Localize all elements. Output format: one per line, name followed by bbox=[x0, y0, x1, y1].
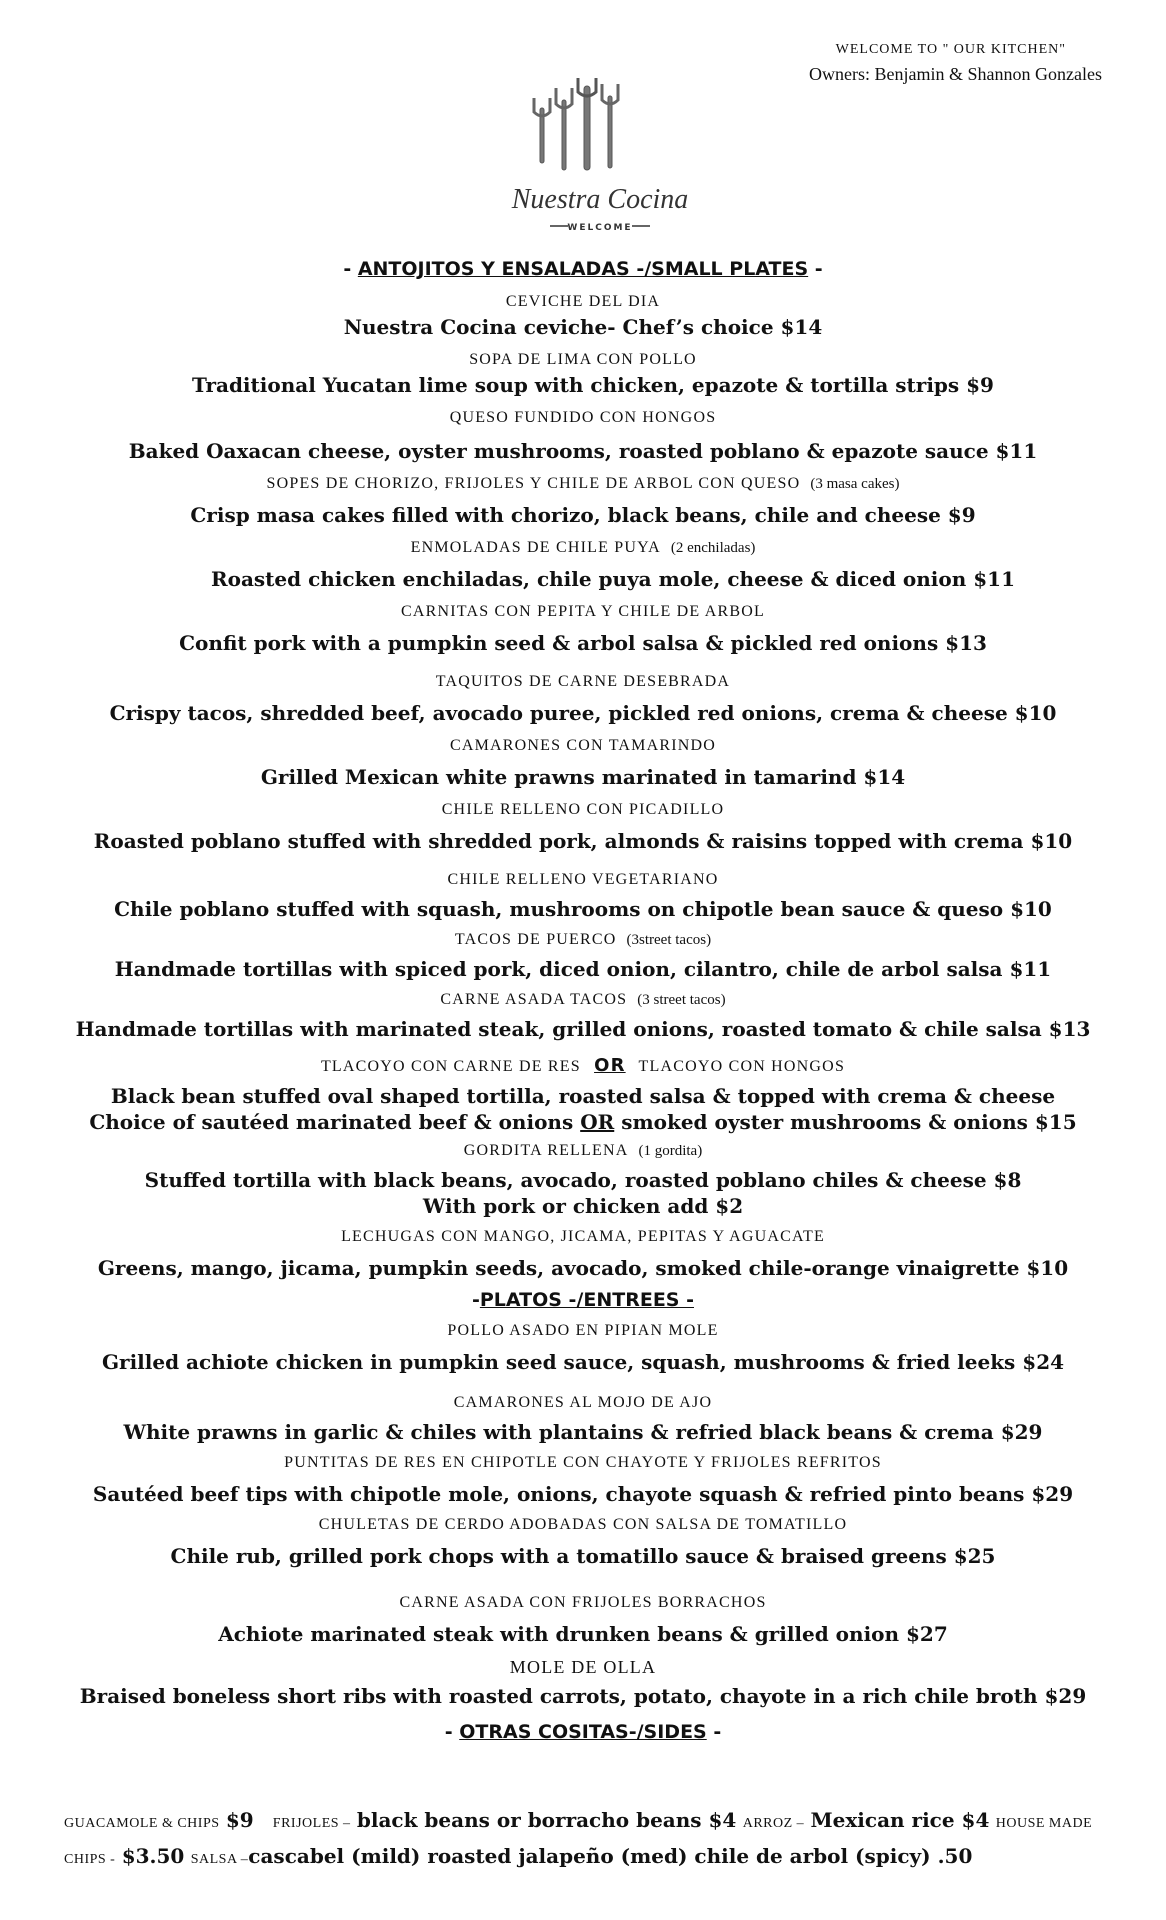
side-price: $9 bbox=[225, 1808, 254, 1832]
item-description: Crisp masa cakes filled with chorizo, black beans, chile and cheese $9 bbox=[190, 503, 976, 527]
menu-item bbox=[0, 798, 1166, 854]
item-spanish-name: PUNTITAS DE RES EN CHIPOTLE CON CHAYOTE Y FRIJOLES REFRITOS bbox=[284, 1454, 882, 1471]
item-spanish-name bbox=[0, 1139, 1166, 1163]
section-title-text: PLATOS -/ENTREES - bbox=[479, 1289, 694, 1311]
item-note: (2 enchiladas) bbox=[670, 540, 756, 556]
item-description: Roasted chicken enchiladas, chile puya mole, cheese & diced onion $11 bbox=[211, 567, 1015, 591]
item-spanish-name: CAMARONES AL MOJO DE AJO bbox=[453, 1394, 713, 1411]
item-spanish-name bbox=[0, 988, 1166, 1012]
item-description: Greens, mango, jicama, pumpkin seeds, avocado, smoked chile-orange vinaigrette $10 bbox=[97, 1256, 1069, 1280]
item-spanish-name: CEVICHE DEL DIA bbox=[505, 293, 661, 310]
item-description: Traditional Yucatan lime soup with chicken, epazote & tortilla strips $9 bbox=[192, 373, 994, 397]
or-text: OR bbox=[594, 1055, 626, 1076]
side-label: ARROZ – bbox=[742, 1816, 805, 1831]
menu-item-gordita bbox=[0, 1139, 1166, 1219]
header-owners-block bbox=[809, 42, 1102, 85]
item-spanish-name: MOLE DE OLLA bbox=[509, 1657, 657, 1677]
forks-logo-icon bbox=[510, 78, 690, 248]
section-title-small-plates bbox=[0, 258, 1166, 280]
item-spanish-text: TACOS DE PUERCO bbox=[454, 931, 617, 948]
menu-item bbox=[0, 290, 1166, 340]
item-spanish-name: CARNE ASADA CON FRIJOLES BORRACHOS bbox=[399, 1594, 767, 1611]
side-label: SALSA – bbox=[190, 1852, 249, 1867]
item-spanish-text: SOPES DE CHORIZO, FRIJOLES Y CHILE DE ARBOL CON QUESO bbox=[266, 475, 801, 492]
item-description: Chile poblano stuffed with squash, mushrooms on chipotle bean sauce & queso $10 bbox=[114, 897, 1052, 921]
description-part: Choice of sautéed marinated beef & onions bbox=[89, 1110, 581, 1134]
menu-item bbox=[0, 928, 1166, 982]
menu-body bbox=[0, 258, 1166, 1743]
item-spanish-name: POLLO ASADO EN PIPIAN MOLE bbox=[447, 1322, 719, 1339]
item-description: Nuestra Cocina ceviche- Chef’s choice $14 bbox=[343, 315, 823, 339]
welcome-text: WELCOME TO " OUR KITCHEN" bbox=[835, 42, 1066, 57]
owners-text: Owners: Benjamin & Shannon Gonzales bbox=[809, 64, 1102, 84]
description-part: smoked oyster mushrooms & onions $15 bbox=[614, 1110, 1077, 1134]
entree-item bbox=[0, 1451, 1166, 1507]
item-spanish-name bbox=[0, 472, 1166, 496]
menu-item-salad bbox=[0, 1225, 1166, 1281]
item-description: Handmade tortillas with spiced pork, diced onion, cilantro, chile de arbol salsa $11 bbox=[114, 957, 1052, 981]
item-spanish-name: CARNITAS CON PEPITA Y CHILE DE ARBOL bbox=[401, 603, 765, 620]
section-title-entrees bbox=[0, 1289, 1166, 1311]
section-title-text: ANTOJITOS Y ENSALADAS -/SMALL PLATES bbox=[357, 258, 809, 280]
item-spanish-name: QUESO FUNDIDO CON HONGOS bbox=[449, 409, 717, 426]
section-title-text: OTRAS COSITAS-/SIDES bbox=[459, 1721, 707, 1743]
item-spanish-name: TAQUITOS DE CARNE DESEBRADA bbox=[435, 673, 731, 690]
side-text: cascabel (mild) roasted jalapeño (med) chile de arbol (spicy) .50 bbox=[248, 1844, 973, 1868]
or-text: OR bbox=[580, 1110, 615, 1134]
menu-item bbox=[0, 348, 1166, 398]
item-spanish-name bbox=[0, 536, 1166, 560]
item-description: Chile rub, grilled pork chops with a tomatillo sauce & braised greens $25 bbox=[170, 1544, 996, 1568]
menu-item bbox=[0, 988, 1166, 1042]
item-description: Handmade tortillas with marinated steak, grilled onions, roasted tomato & chile salsa $13 bbox=[75, 1017, 1091, 1041]
item-spanish-text: GORDITA RELLENA bbox=[463, 1142, 629, 1159]
item-spanish-name: CHILE RELLENO CON PICADILLO bbox=[441, 801, 725, 818]
side-text: black beans or borracho beans $4 bbox=[356, 1808, 737, 1832]
item-description: Grilled Mexican white prawns marinated in tamarind $14 bbox=[260, 765, 906, 789]
logo-tagline: WELCOME bbox=[567, 223, 633, 233]
item-description: Grilled achiote chicken in pumpkin seed sauce, squash, mushrooms & fried leeks $24 bbox=[101, 1350, 1065, 1374]
menu-item bbox=[0, 406, 1166, 464]
entree-item bbox=[0, 1391, 1166, 1445]
item-note: (3 masa cakes) bbox=[810, 476, 900, 492]
item-description: Roasted poblano stuffed with shredded pork, almonds & raisins topped with crema $10 bbox=[93, 829, 1073, 853]
item-description: Crispy tacos, shredded beef, avocado puree, pickled red onions, crema & cheese $10 bbox=[109, 701, 1057, 725]
section-title-prefix: - bbox=[343, 258, 358, 280]
section-title-suffix: - bbox=[808, 258, 823, 280]
item-note: (3 street tacos) bbox=[637, 992, 726, 1008]
item-spanish-name: CHULETAS DE CERDO ADOBADAS CON SALSA DE TOMATILLO bbox=[318, 1516, 848, 1533]
item-spanish-name: CAMARONES CON TAMARINDO bbox=[449, 737, 717, 754]
item-description: Baked Oaxacan cheese, oyster mushrooms, roasted poblano & epazote sauce $11 bbox=[128, 439, 1038, 463]
entree-item bbox=[0, 1319, 1166, 1375]
menu-item bbox=[0, 472, 1166, 528]
item-spanish-name: CHILE RELLENO VEGETARIANO bbox=[447, 871, 719, 888]
section-title-prefix: - bbox=[471, 1289, 480, 1311]
side-label: GUACAMOLE & CHIPS bbox=[64, 1816, 220, 1831]
side-label: FRIJOLES – bbox=[272, 1816, 351, 1831]
item-spanish-text: TLACOYO CON HONGOS bbox=[638, 1058, 846, 1075]
item-description bbox=[0, 1109, 1166, 1135]
entree-item bbox=[0, 1513, 1166, 1569]
item-spanish-name: SOPA DE LIMA CON POLLO bbox=[469, 351, 697, 368]
menu-item bbox=[0, 670, 1166, 726]
menu-item bbox=[0, 868, 1166, 922]
item-description: Braised boneless short ribs with roasted carrots, potato, chayote in a rich chile broth $29 bbox=[79, 1684, 1087, 1708]
item-spanish-text: ENMOLADAS DE CHILE PUYA bbox=[410, 539, 661, 556]
side-text: Mexican rice $4 bbox=[810, 1808, 990, 1832]
logo-name: Nuestra Cocina bbox=[511, 184, 689, 215]
item-description: White prawns in garlic & chiles with plantains & refried black beans & crema $29 bbox=[123, 1420, 1043, 1444]
item-spanish-text: TLACOYO CON CARNE DE RES bbox=[320, 1058, 581, 1075]
side-price: $3.50 bbox=[121, 1844, 185, 1868]
item-spanish-name bbox=[0, 928, 1166, 952]
item-note: (1 gordita) bbox=[638, 1143, 703, 1159]
item-description: Sautéed beef tips with chipotle mole, onions, chayote squash & refried pinto beans $29 bbox=[92, 1482, 1074, 1506]
menu-item bbox=[0, 734, 1166, 790]
entree-item bbox=[0, 1591, 1166, 1647]
section-title-sides bbox=[0, 1721, 1166, 1743]
item-description: Stuffed tortilla with black beans, avocado, roasted poblano chiles & cheese $8 bbox=[144, 1168, 1022, 1192]
item-description: Confit pork with a pumpkin seed & arbol salsa & pickled red onions $13 bbox=[179, 631, 987, 655]
item-description: Achiote marinated steak with drunken beans & grilled onion $27 bbox=[218, 1622, 948, 1646]
side-label: HOUSE MADE CHIPS - bbox=[64, 1816, 1093, 1867]
menu-item bbox=[0, 600, 1166, 656]
menu-item bbox=[0, 536, 1166, 592]
item-description: Black bean stuffed oval shaped tortilla, roasted salsa & topped with crema & cheese bbox=[110, 1084, 1056, 1108]
item-spanish-text: CARNE ASADA TACOS bbox=[440, 991, 628, 1008]
section-title-prefix: - bbox=[444, 1721, 460, 1743]
item-note: (3street tacos) bbox=[626, 932, 712, 948]
item-spanish-name: LECHUGAS CON MANGO, JICAMA, PEPITAS Y AGUACATE bbox=[341, 1228, 825, 1245]
sides-list bbox=[64, 1804, 1104, 1876]
section-title-suffix: - bbox=[706, 1721, 722, 1743]
item-spanish-name bbox=[0, 1054, 1166, 1079]
entree-item bbox=[0, 1655, 1166, 1709]
restaurant-logo bbox=[510, 78, 690, 248]
menu-item-tlacoyo bbox=[0, 1054, 1166, 1135]
item-description: With pork or chicken add $2 bbox=[422, 1194, 744, 1218]
